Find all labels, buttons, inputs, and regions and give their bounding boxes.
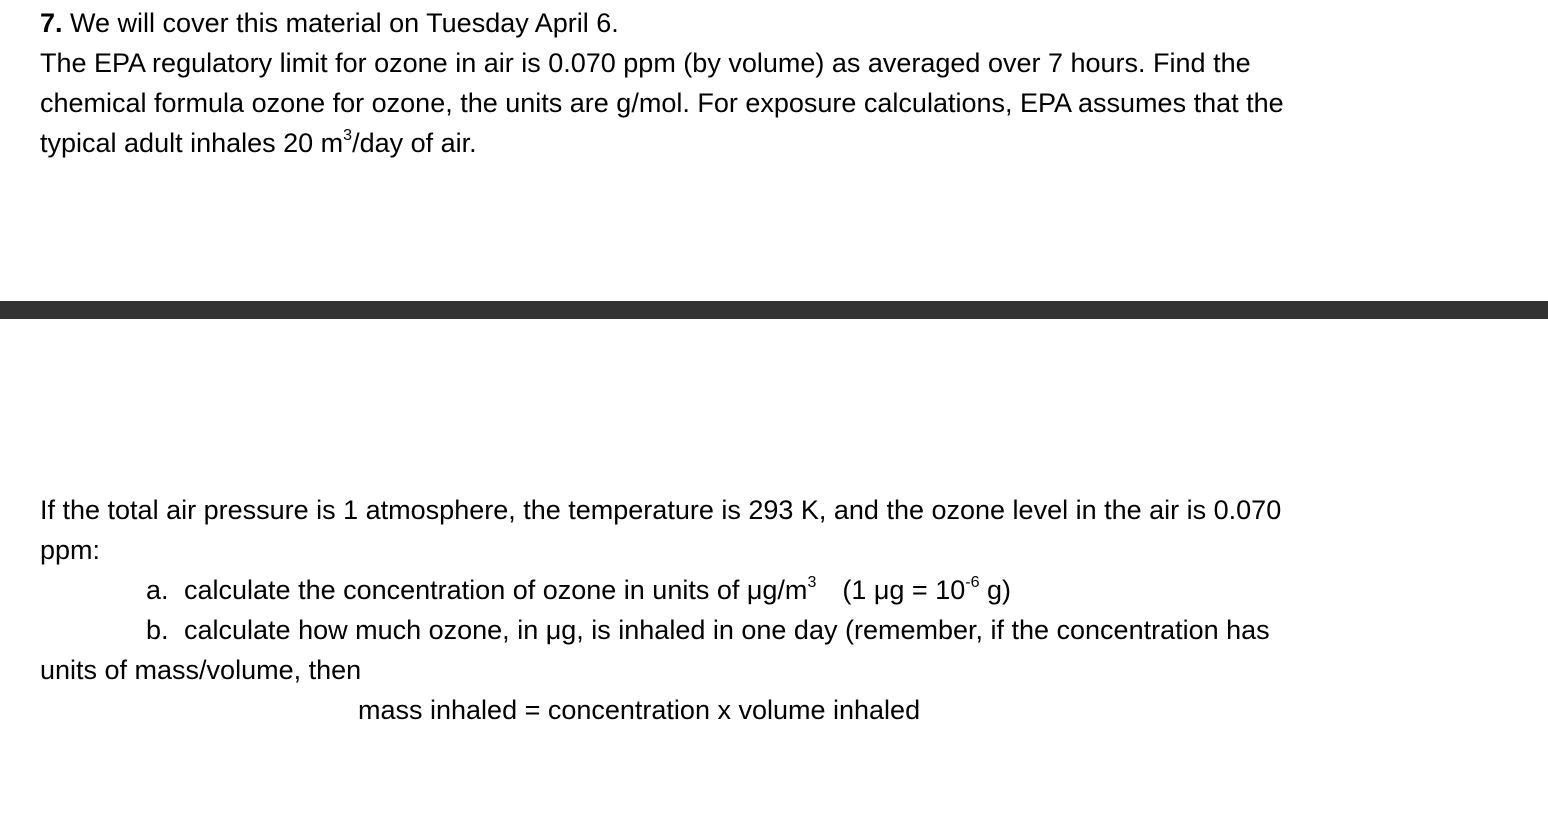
formula: mass inhaled = concentration x volume inhaled <box>358 695 921 725</box>
continuation-line: units of mass/volume, then <box>40 655 362 685</box>
intro-line: chemical formula ozone for ozone, the units are g/mol. For exposure calculations, EPA assumes that the <box>40 88 1284 118</box>
section-divider <box>0 301 1548 319</box>
question-block <box>40 3 1520 163</box>
question-number: 7. <box>40 8 63 38</box>
condition-line: ppm: <box>40 535 101 565</box>
exponent-superscript: -6 <box>965 574 980 591</box>
item-marker: b. <box>146 615 169 645</box>
condition-line: If the total air pressure is 1 atmosphere, the temperature is 293 K, and the ozone level in the air is 0.070 <box>40 495 1282 525</box>
intro-last-suffix: /day of air. <box>352 128 477 158</box>
intro-line: The EPA regulatory limit for ozone in air is 0.070 ppm (by volume) as averaged over 7 hours. Find the <box>40 48 1251 78</box>
cubic-superscript: 3 <box>343 127 353 144</box>
intro-last-prefix: typical adult inhales 20 m <box>40 128 344 158</box>
cubic-superscript: 3 <box>807 574 817 591</box>
list-item-a <box>40 570 1520 610</box>
part2-block <box>40 490 1520 730</box>
question-heading <box>40 3 1520 43</box>
intro-line-last <box>40 123 1520 163</box>
item-a-note-suffix: g) <box>979 575 1011 605</box>
item-a-text: calculate the concentration of ozone in units of μg/m <box>184 575 808 605</box>
item-b-text: calculate how much ozone, in μg, is inhaled in one day (remember, if the concentration has <box>184 615 1270 645</box>
item-a-note-prefix: (1 μg = 10 <box>842 575 966 605</box>
item-marker: a. <box>146 575 169 605</box>
question-heading-text: We will cover this material on Tuesday April 6. <box>70 8 619 38</box>
list-item-b <box>40 610 1520 650</box>
